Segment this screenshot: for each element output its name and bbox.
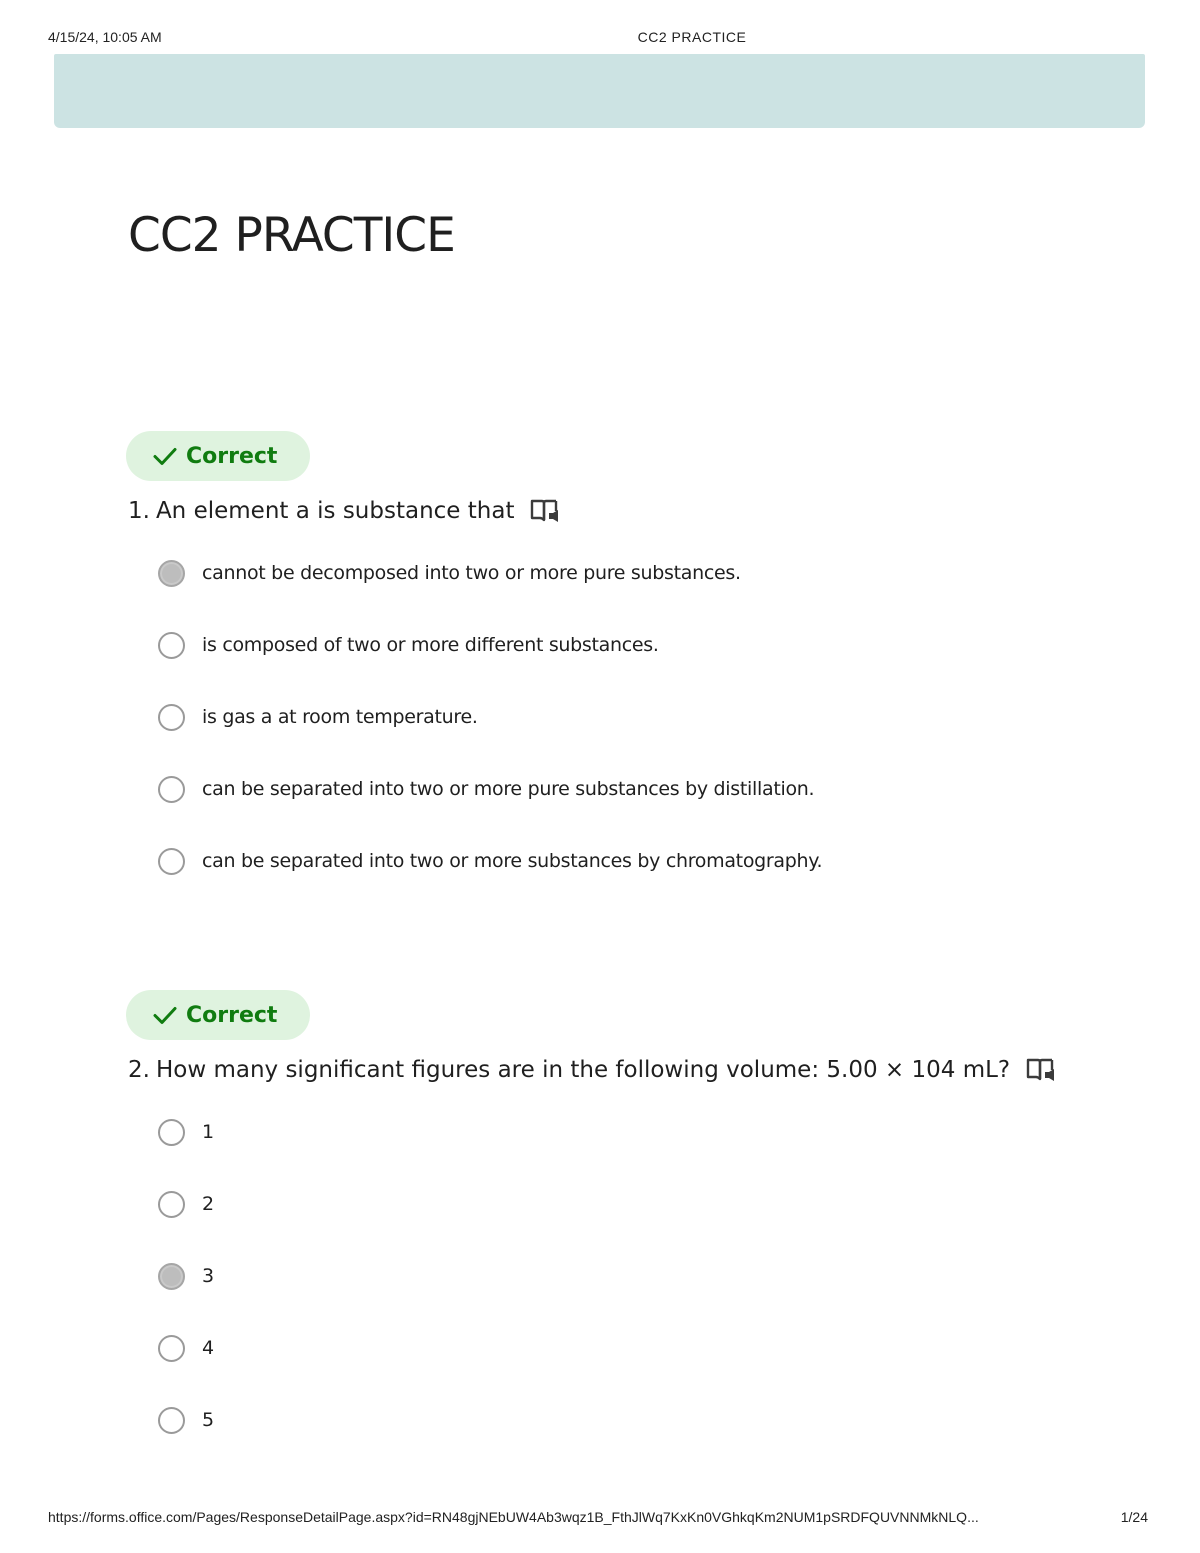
radio-button[interactable]	[158, 704, 185, 731]
answer-option[interactable]	[158, 556, 741, 590]
question-text: How many significant figures are in the following volume: 5.00 × 104 mL?	[155, 1057, 1011, 1083]
answer-option[interactable]	[158, 772, 814, 806]
badge-label: Correct	[186, 443, 278, 469]
option-label: 3	[202, 1265, 214, 1287]
question-number: 1.	[128, 498, 150, 524]
form-title: CC2 PRACTICE	[128, 208, 455, 263]
radio-button[interactable]	[158, 1119, 185, 1146]
print-header	[0, 29, 1200, 47]
question-number: 2.	[128, 1057, 150, 1083]
answer-option[interactable]	[158, 628, 659, 662]
radio-button[interactable]	[158, 632, 185, 659]
radio-button-selected[interactable]	[158, 1263, 185, 1290]
print-date: 4/15/24, 10:05 AM	[48, 29, 162, 45]
question-title	[128, 1053, 1056, 1087]
option-label: can be separated into two or more pure substances by distillation.	[202, 778, 815, 800]
radio-button[interactable]	[158, 1407, 185, 1434]
radio-button-selected[interactable]	[158, 560, 185, 587]
question-text: An element a is substance that	[155, 498, 515, 524]
answer-option[interactable]	[158, 1187, 214, 1221]
print-footer	[0, 1509, 1200, 1527]
option-label: cannot be decomposed into two or more pure substances.	[202, 562, 741, 584]
radio-button[interactable]	[158, 848, 185, 875]
answer-option[interactable]	[158, 700, 478, 734]
checkmark-icon	[152, 1002, 178, 1028]
correct-badge	[126, 431, 310, 481]
radio-button[interactable]	[158, 1191, 185, 1218]
option-label: is composed of two or more different substances.	[202, 634, 659, 656]
answer-option[interactable]	[158, 1403, 214, 1437]
form-header-banner	[54, 54, 1145, 128]
answer-option[interactable]	[158, 1259, 214, 1293]
option-label: 4	[202, 1337, 214, 1359]
answer-option[interactable]	[158, 844, 822, 878]
option-label: 5	[202, 1409, 214, 1431]
page-number: 1/24	[1120, 1509, 1148, 1525]
immersive-reader-icon[interactable]	[530, 498, 560, 524]
immersive-reader-icon[interactable]	[1026, 1057, 1056, 1083]
option-label: 1	[202, 1121, 214, 1143]
checkmark-icon	[152, 443, 178, 469]
print-title: CC2 PRACTICE	[637, 29, 747, 45]
correct-badge	[126, 990, 310, 1040]
radio-button[interactable]	[158, 1335, 185, 1362]
option-label: 2	[202, 1193, 214, 1215]
answer-option[interactable]	[158, 1331, 214, 1365]
question-title	[128, 494, 560, 528]
radio-button[interactable]	[158, 776, 185, 803]
badge-label: Correct	[186, 1002, 278, 1028]
option-label: can be separated into two or more substances by chromatography.	[202, 850, 823, 872]
answer-option[interactable]	[158, 1115, 214, 1149]
option-label: is gas a at room temperature.	[202, 706, 478, 728]
print-url: https://forms.office.com/Pages/ResponseDetailPage.aspx?id=RN48gjNEbUW4Ab3wqz1B_FthJlWq7KxKn0VGhkqKm2NUM1pSRDFQUVNNMkNLQ...	[48, 1509, 979, 1525]
